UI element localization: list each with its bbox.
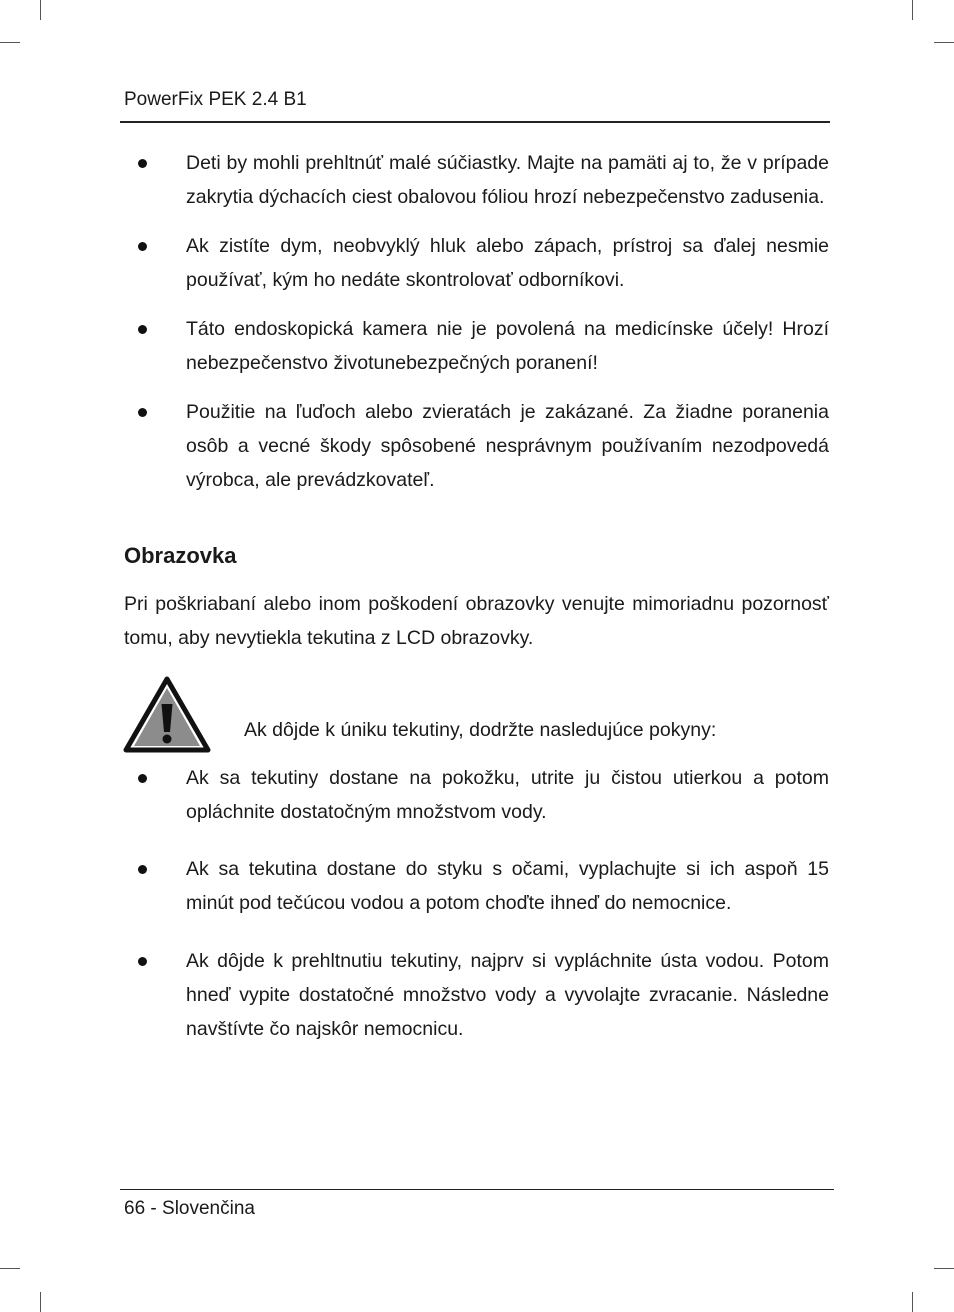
crop-mark — [40, 0, 41, 20]
crop-mark — [934, 42, 954, 43]
bullet-icon — [138, 395, 147, 429]
section-heading: Obrazovka — [124, 543, 237, 568]
crop-mark — [912, 1292, 913, 1312]
bullet-icon — [138, 229, 147, 263]
list-item-text: Táto endoskopická kamera nie je povolená na medicínske účely! Hrozí nebezpečenstvo životunebezpečných poranení! — [186, 318, 829, 374]
list-item-text: Ak dôjde k prehltnutiu tekutiny, najprv si vypláchnite ústa vodou. Potom hneď vypite dostatočné množstvo vody a vyvolajte zvracanie. Následne navštívte čo najskôr nemocnicu. — [186, 950, 829, 1040]
list-item-text: Deti by mohli prehltnúť malé súčiastky. Majte na pamäti aj to, že v prípade zakrytia dýchacích ciest obalovou fóliou hrozí nebezpečenstvo zadusenia. — [186, 152, 829, 208]
crop-mark — [40, 1292, 41, 1312]
instruction-list — [124, 761, 829, 1046]
list-item — [124, 146, 829, 214]
crop-mark — [912, 0, 913, 20]
safety-list — [124, 146, 829, 497]
bullet-icon — [138, 944, 147, 978]
bullet-icon — [138, 312, 147, 346]
footer-rule — [120, 1189, 834, 1190]
header-rule — [120, 121, 830, 123]
warning-triangle-icon — [123, 676, 211, 753]
list-item-text: Ak zistíte dym, neobvyklý hluk alebo zápach, prístroj sa ďalej nesmie používať, kým ho nedáte skontrolovať odborníkovi. — [186, 235, 829, 291]
list-item — [124, 761, 829, 829]
list-item — [124, 395, 829, 497]
bullet-icon — [138, 852, 147, 886]
list-item — [124, 852, 829, 920]
page-header-title: PowerFix PEK 2.4 B1 — [124, 89, 307, 110]
crop-mark — [0, 1268, 20, 1269]
list-item — [124, 312, 829, 380]
bullet-icon — [138, 146, 147, 180]
warning-text: Ak dôjde k úniku tekutiny, dodržte nasledujúce pokyny: — [244, 719, 717, 741]
list-item-text: Ak sa tekutiny dostane na pokožku, utrite ju čistou utierkou a potom opláchnite dostatočným množstvom vody. — [186, 767, 829, 823]
list-item-text: Ak sa tekutina dostane do styku s očami, vyplachujte si ich aspoň 15 minút pod tečúcou vodou a potom choďte ihneď do nemocnice. — [186, 858, 829, 914]
crop-mark — [0, 42, 20, 43]
bullet-icon — [138, 761, 147, 795]
section-paragraph: Pri poškriabaní alebo inom poškodení obrazovky venujte mimoriadnu pozornosť tomu, aby nevytiekla tekutina z LCD obrazovky. — [124, 593, 829, 649]
list-item — [124, 944, 829, 1046]
page-footer-label: 66 - Slovenčina — [124, 1198, 255, 1219]
list-item — [124, 229, 829, 297]
crop-mark — [934, 1268, 954, 1269]
list-item-text: Použitie na ľuďoch alebo zvieratách je zakázané. Za žiadne poranenia osôb a vecné škody spôsobené nesprávnym používaním nezodpovedá výrobca, ale prevádzkovateľ. — [186, 401, 829, 491]
